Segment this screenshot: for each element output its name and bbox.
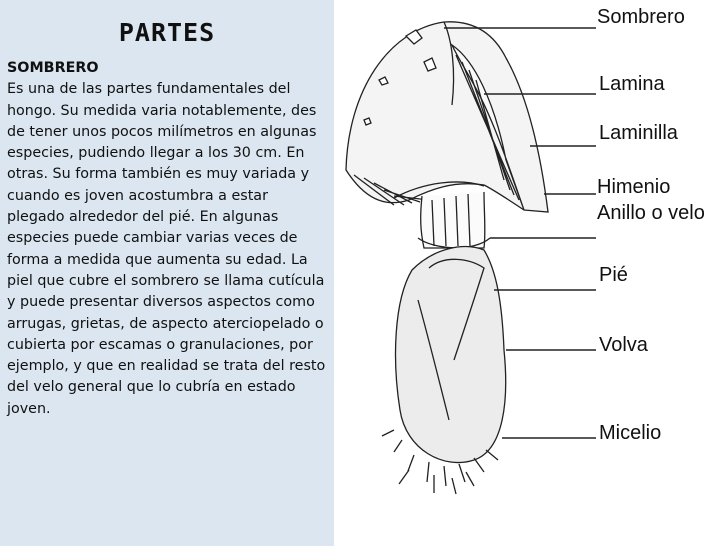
label-laminilla: Laminilla [599, 122, 678, 144]
label-lamina: Lamina [599, 73, 665, 95]
label-sombrero: Sombrero [597, 6, 685, 28]
label-anillo: Anillo o velo [597, 202, 705, 224]
section-paragraph: Es una de las partes fundamentales del hongo. Su medida varia notablemente, des de tener unos pocos milímetros en algunas especies, pudiendo llegar a los 30 cm. En otras. Su forma también es muy variada y cuando es joven acostumbra a estar plegado alrededor del pié. En algunas especies puede cambiar varias veces de forma a medida que aumenta su edad. La piel que cubre el sombrero se llama cutícula y puede presentar diversos aspectos como arrugas, grietas, de aspecto aterciopelado o cubierta por escamas o granulaciones, por ejemplo, y que en realidad se trata del resto del velo general que lo cubría en estado joven. [7, 81, 326, 417]
section-heading: SOMBRERO [7, 60, 99, 76]
label-pie: Pié [599, 264, 628, 286]
label-micelio: Micelio [599, 422, 662, 444]
label-himenio: Himenio [597, 176, 671, 198]
mushroom-illustration [334, 0, 728, 546]
slide-title: PARTES [118, 18, 216, 47]
label-volva: Volva [599, 334, 648, 356]
mushroom-diagram [334, 0, 728, 546]
description-text [7, 58, 329, 420]
text-panel [0, 0, 334, 546]
